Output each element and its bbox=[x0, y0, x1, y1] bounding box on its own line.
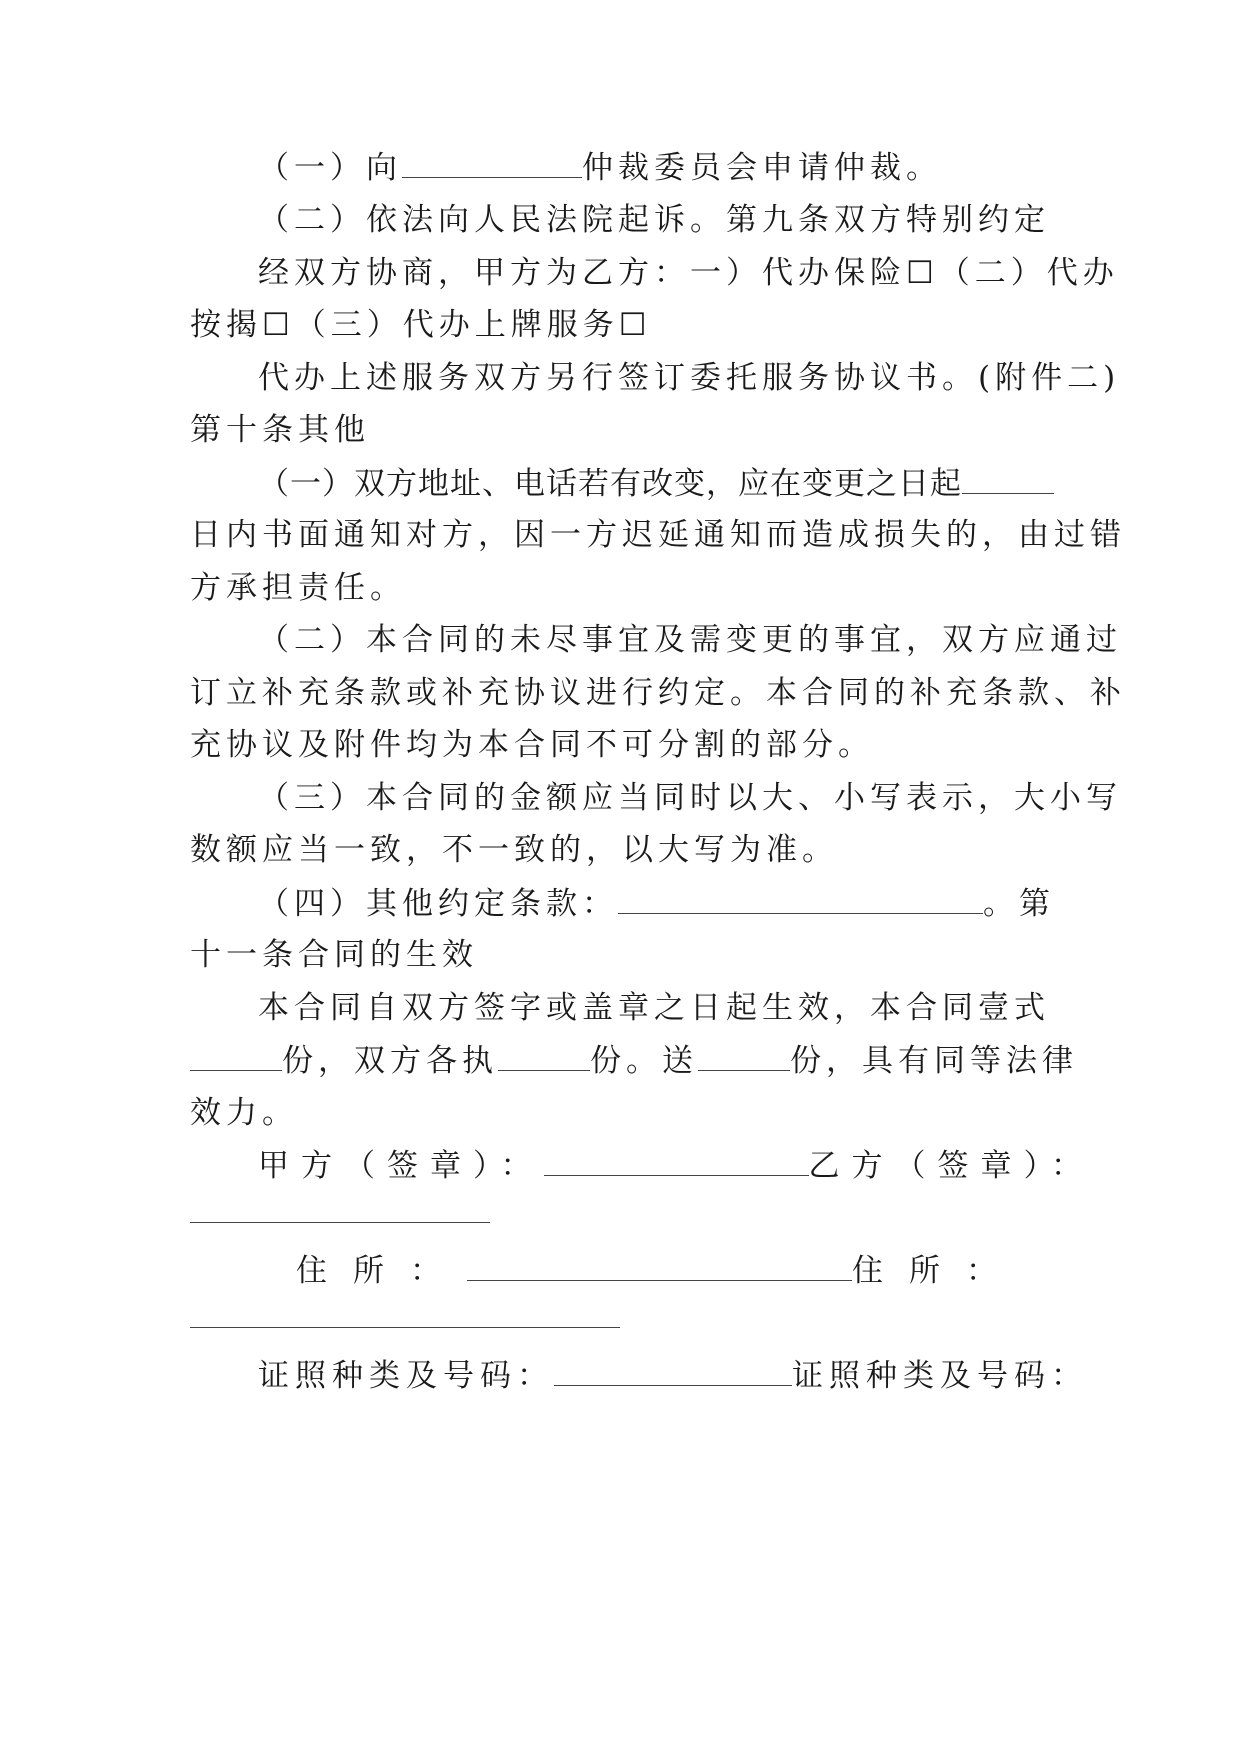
clause-supplement: （二）本合同的未尽事宜及需变更的事宜，双方应通过 bbox=[258, 622, 1122, 658]
clause-court: （二）依法向人民法院起诉。第九条双方特别约定 bbox=[258, 202, 1050, 238]
party-b-address-blank bbox=[190, 1327, 620, 1328]
other-terms-blank bbox=[618, 883, 983, 914]
other-terms-label: （四）其他约定条款： bbox=[258, 886, 618, 922]
party-a-signature-blank bbox=[544, 1145, 809, 1176]
article-ten-heading: 第十条其他 bbox=[190, 412, 370, 448]
clause-copies-end: 效力。 bbox=[190, 1095, 298, 1131]
other-terms-suffix: 。第 bbox=[983, 886, 1055, 922]
clause-special-agreement: 经双方协商，甲方为乙方：一）代办保险☐（二）代办 bbox=[258, 255, 1119, 291]
clause-amount-cont: 数额应当一致，不一致的，以大写为准。 bbox=[190, 832, 838, 868]
address-line bbox=[296, 1250, 1023, 1291]
copies-each-text: 份，双方各执 bbox=[282, 1043, 498, 1079]
sent-copies-blank bbox=[698, 1040, 790, 1071]
arbitration-committee-blank bbox=[402, 147, 582, 178]
id-line bbox=[258, 1355, 1088, 1396]
clause-address-change-end: 方承担责任。 bbox=[190, 570, 406, 606]
copies-send-text: 份。送 bbox=[590, 1043, 698, 1079]
notice-days-blank bbox=[962, 463, 1054, 494]
party-b-signature-label: 乙方（签章）： bbox=[808, 1148, 1094, 1184]
clause-effect: 本合同自双方签字或盖章之日起生效，本合同壹式 bbox=[258, 990, 1050, 1026]
article-eleven-heading: 十一条合同的生效 bbox=[190, 937, 478, 973]
clause-supplement-end: 充协议及附件均为本合同不可分割的部分。 bbox=[190, 727, 874, 763]
clause-copies bbox=[190, 1040, 1078, 1081]
party-a-signature-label: 甲方（签章）： bbox=[258, 1148, 544, 1184]
party-a-id-blank bbox=[554, 1355, 792, 1386]
copies-validity-text: 份，具有同等法律 bbox=[790, 1043, 1078, 1079]
signature-line bbox=[258, 1145, 1094, 1186]
clause-amount: （三）本合同的金额应当同时以大、小写表示，大小写 bbox=[258, 780, 1122, 816]
total-copies-blank bbox=[190, 1040, 282, 1071]
each-party-copies-blank bbox=[498, 1040, 590, 1071]
address-change-text: （一）双方地址、电话若有改变，应在变更之日起 bbox=[258, 466, 962, 502]
clause-supplement-cont: 订立补充条款或补充协议进行约定。本合同的补充条款、补 bbox=[190, 675, 1126, 711]
clause-service-agreement: 代办上述服务双方另行签订委托服务协议书。(附件二) bbox=[258, 360, 1121, 396]
clause-address-change bbox=[258, 463, 1054, 504]
party-a-address-blank bbox=[467, 1250, 852, 1281]
party-a-address-label: 住所： bbox=[296, 1253, 467, 1289]
party-b-address-label: 住所： bbox=[852, 1253, 1023, 1289]
party-b-signature-blank bbox=[190, 1222, 490, 1223]
arbitration-suffix: 仲裁委员会申请仲裁。 bbox=[582, 150, 942, 186]
party-b-id-label: 证照种类及号码： bbox=[792, 1358, 1088, 1394]
clause-address-change-cont: 日内书面通知对方，因一方迟延通知而造成损失的，由过错 bbox=[190, 517, 1126, 553]
party-a-id-label: 证照种类及号码： bbox=[258, 1358, 554, 1394]
clause-arbitration bbox=[258, 147, 942, 188]
arbitration-prefix: （一）向 bbox=[258, 150, 402, 186]
clause-special-agreement-cont: 按揭☐（三）代办上牌服务☐ bbox=[190, 307, 652, 343]
clause-other-terms bbox=[258, 883, 1055, 924]
